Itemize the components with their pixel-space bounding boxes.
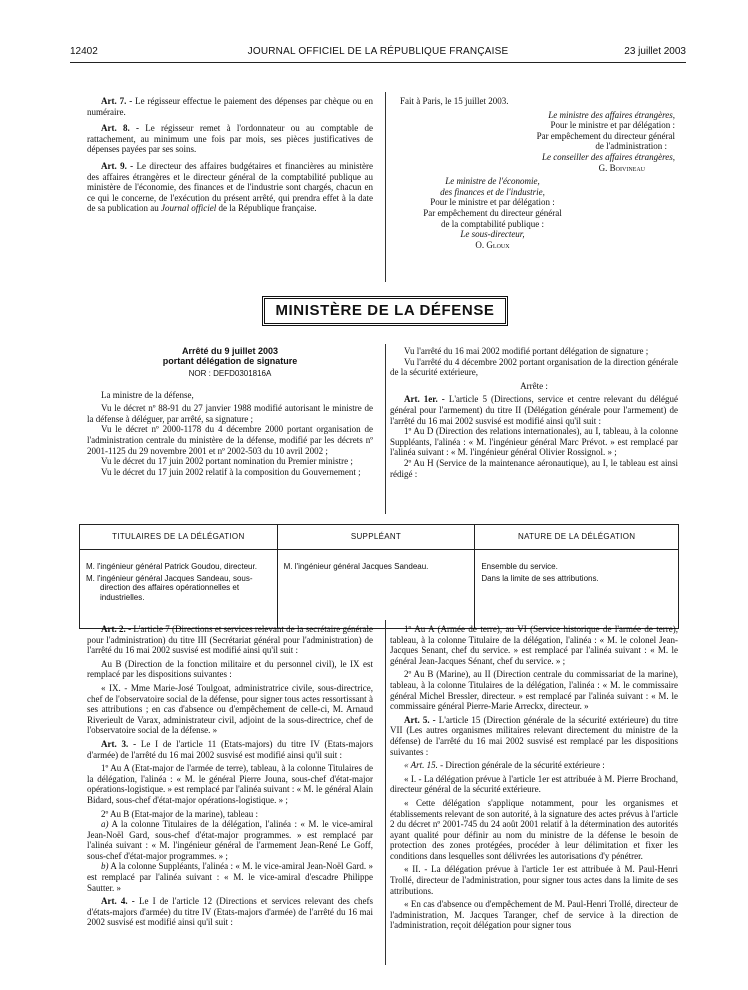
table-header-row [80, 525, 679, 550]
publication-date: 23 juillet 2003 [624, 46, 686, 57]
column-header: TITULAIRES DE LA DÉLÉGATION [80, 525, 278, 550]
signatory-2-line: Pour le ministre et par délégation : [430, 197, 555, 208]
column-divider-top [385, 92, 386, 282]
signatory-2-title: Le sous-directeur, [460, 229, 525, 240]
decree-right-column [390, 346, 678, 482]
article-8: Art. 8. - Le régisseur remet à l'ordonnateur ou au comptable de rattachement, au minimum une fois par mois, ses pièces justificatives de dépenses payées par ses soins. [87, 123, 373, 155]
paragraph: 1º Au A (Armée de terre), au VI (Service historique de l'armée de terre), tableau, à la colonne Titulaire de la délégation, l'alinéa : « M. le colonel Jean-Jacques Senant, chef du service. » est remplacé par l'alinéa suivant : « M. le général Jean-Jacques Sénant, chef du service. » ; [390, 624, 678, 666]
signatory-1-title: Le conseiller des affaires étrangères, [541, 151, 675, 162]
visa: Vu l'arrêté du 4 décembre 2002 portant organisation de la direction générale de la sécurité extérieure, [390, 356, 678, 378]
visa: Vu le décret nº 88-91 du 27 janvier 1988 modifié autorisant le ministre de la défense à déléguer, par arrêté, sa signature ; [87, 403, 373, 424]
decree-title: Arrêté du 9 juillet 2003 [181, 346, 279, 356]
paragraph: 2º Au B (Etat-major de la marine), tableau : [101, 808, 258, 819]
bottom-right-column [390, 624, 678, 934]
table-cell [277, 550, 475, 629]
visa: Vu l'arrêté du 16 mai 2002 modifié portant délégation de signature ; [404, 346, 649, 356]
signature-block [400, 96, 675, 250]
paragraph: 2º Au B (Marine), au II (Direction centrale du commissariat de la marine), tableau, à la colonne Titulaires de la délégation, l'alinéa : « M. le commissaire général Michel Bressler, directeur. » est remplacé par l'alinéa suivant : « M. le commissaire général Pierre-Marie Arreckx, directeur. » [390, 669, 678, 712]
signatory-2-line: Par empêchement du directeur général [423, 207, 562, 218]
table-row [80, 550, 679, 629]
paragraph: « II. - La délégation prévue à l'article 1er est attribuée à M. Paul-Henri Trollé, directeur de l'administration, pour signer tous actes dans la limite de ses attributions. [390, 864, 678, 896]
article-4: Art. 4. - Le I de l'article 12 (Directions et services relevant des chefs d'états-majors d'armée) du titre IV (Etats-majors d'armée) de l'arrêté du 16 mai 2002 susvisé est modifié ainsi qu'il suit : [87, 896, 373, 928]
signatory-1-line: de l'administration : [595, 141, 667, 152]
done-at: Fait à Paris, le 15 juillet 2003. [400, 96, 509, 106]
journal-title: JOURNAL OFFICIEL DE LA RÉPUBLIQUE FRANÇAISE [247, 46, 509, 57]
visa: Vu le décret nº 2000-1178 du 4 décembre 2000 portant organisation de l'administration centrale du ministère de la défense, modifié par les décrets nº 2001-1125 du 29 novembre 2001 et nº 2002-503 du 10 avril 2002 ; [87, 424, 373, 456]
column-divider-bottom [385, 620, 386, 965]
nature-entry: Dans la limite de ses attributions. [481, 573, 599, 583]
page-number: 12402 [70, 46, 98, 57]
titular-entry: M. l'ingénieur général Jacques Sandeau, sous-direction des affaires opérationnelles et industrielles. [86, 573, 253, 602]
decree-subtitle: portant délégation de signature [162, 356, 298, 366]
signatory-1-line: Par empêchement du directeur général [536, 130, 675, 141]
article-2: Art. 2. - L'article 7 (Directions et services relevant de la secrétaire générale pour l'administration) du titre III (Secrétariat général pour l'administration) de l'arrêté du 16 mai 2002 susvisé est modifié ainsi qu'il suit : [87, 624, 373, 656]
article-3: Art. 3. - Le I de l'article 11 (Etats-majors) du titre IV (Etats-majors d'armée) de l'arrêté du 16 mai 2002 susvisé est modifié ainsi qu'il suit : [87, 738, 373, 760]
paragraph: « Cette délégation s'applique notamment, pour les organismes et établissements relevant de son autorité, à la signature des actes prévus à l'article 2 du décret nº 2001-745 du 24 août 2001 relatif à la détermination des autorités ayant qualité pour définir au nom du ministre de la défense le besoin de protection des zones protégées, procéder à leur délimitation et fixer les conditions dans lesquelles sont délivrées les autorisations d'y pénétrer. [390, 797, 678, 861]
signatory-1-line: Pour le ministre et par délégation : [550, 120, 675, 131]
bottom-left-column [87, 624, 373, 931]
column-header: SUPPLÉANT [277, 525, 475, 550]
nor-reference: NOR : DEFD0301816A [188, 369, 272, 378]
paragraph: « I. - La délégation prévue à l'article 1er est attribuée à M. Pierre Brochand, directeur général de la sécurité extérieure. [390, 773, 678, 795]
visa: Vu le décret du 17 juin 2002 relatif à la composition du Gouvernement ; [101, 466, 361, 477]
paragraph: Au B (Direction de la fonction militaire et du personnel civil), le IX est remplacé par les dispositions suivantes : [87, 658, 373, 680]
decree-left-column [87, 346, 373, 477]
table-cell [475, 550, 679, 629]
signatory-2-role: des finances et de l'industrie, [440, 186, 545, 197]
table-cell [80, 550, 278, 629]
signatory-1-role: Le ministre des affaires étrangères, [548, 109, 675, 120]
signatory-1-name: G. Boivineau [598, 162, 645, 173]
paragraph: « En cas d'absence ou d'empêchement de M. Paul-Henri Trollé, directeur de l'administration, M. Jacques Taranger, chef de service à la direction de l'administration, reçoit délégation pour signer tous [390, 899, 678, 931]
column-divider-mid [385, 344, 386, 514]
article-15-heading: « Art. 15. - Direction générale de la sécurité extérieure : [404, 760, 605, 771]
visa: Vu le décret du 17 juin 2002 portant nomination du Premier ministre ; [101, 456, 353, 467]
paragraph: b) A la colonne Suppléants, l'alinéa : « M. le vice-amiral Jean-Noël Gard. » est remplacé par l'alinéa suivant : « M. le vice-amiral d'escadre Philippe Sautter. » [87, 861, 373, 893]
article-1-item-1: 1º Au D (Direction des relations internationales), au I, tableau, à la colonne Suppléants, l'alinéa : « M. l'ingénieur général Marc Prévot. » est remplacé par l'alinéa suivant : « M. l'ingénieur général Olivier Rossignol. » ; [390, 426, 678, 458]
ministry-banner: MINISTÈRE DE LA DÉFENSE [262, 296, 508, 326]
nature-entry: Ensemble du service. [481, 562, 558, 571]
substitute-entry: M. l'ingénieur général Jacques Sandeau. [283, 562, 429, 571]
delegation-table [79, 524, 679, 629]
paragraph: 1º Au A (Etat-major de l'armée de terre), tableau, à la colonne Titulaires de la délégation, l'alinéa : « M. le général Pierre Jouna, sous-chef d'état-major opérations-logistique. » est remplacé par l'alinéa suivant : « M. le général Alain Bidard, sous-chef d'état-major opérations-logistique. » ; [87, 763, 373, 805]
article-9: Art. 9. - Le directeur des affaires budgétaires et financières au ministère des affaires étrangères et le directeur général de la comptabilité publique au ministère de l'économie, des finances et de l'industrie sont chargés, chacun en ce qui le concerne, de l'exécution du présent arrêté, qui prendra effet à la date de sa publication au Journal officiel de la République française. [87, 160, 373, 214]
titular-entry: M. l'ingénieur général Patrick Goudou, directeur. [86, 562, 257, 571]
column-header: NATURE DE LA DÉLÉGATION [475, 525, 679, 550]
paragraph: a) A la colonne Titulaires de la délégation, l'alinéa : « M. le vice-amiral Jean-Noël Gard, sous-chef d'état-major programmes. » est remplacé par l'alinéa suivant : « M. l'ingénieur général de l'armement Jean-René Le Goff, sous-chef d'état-major programmes. » ; [87, 819, 373, 861]
page-header [70, 46, 686, 62]
paragraph: « IX. - Mme Marie-José Toulgoat, administratrice civile, sous-directrice, chef de l'observatoire social de la défense, pour signer tous actes ressortissant à ses attributions ; en cas d'absence ou d'empêchement de celle-ci, M. Arnaud Riverieult de Varax, administrateur civil, adjoint de la sous-directrice, chef de l'observatoire social de la défense. » [87, 682, 373, 736]
header-rule [70, 62, 686, 63]
signatory-2-name: O. Gloux [475, 239, 510, 250]
article-1: Art. 1er. - L'article 5 (Directions, service et centre relevant du délégué général pour l'armement) du titre II (Délégation générale pour l'armement) de l'arrêté du 16 mai 2002 susvisé est modifié ainsi qu'il suit : [390, 394, 679, 426]
arrete-label: Arrête : [520, 380, 548, 391]
article-5: Art. 5. - L'article 15 (Direction générale de la sécurité extérieure) du titre VII (Les autres organismes militaires relevant directement du ministre de la défense) de l'arrêté du 16 mai 2002 susvisé est remplacé par les dispositions suivantes : [390, 714, 678, 757]
top-left-column [87, 96, 373, 217]
signatory-2-role: Le ministre de l'économie, [445, 176, 540, 187]
minister-line: La ministre de la défense, [101, 389, 194, 400]
signatory-2-line: de la comptabilité publique : [441, 218, 544, 229]
article-7: Art. 7. - Le régisseur effectue le paiement des dépenses par chèque ou en numéraire. [87, 96, 373, 117]
article-1-item-2: 2º Au H (Service de la maintenance aéronautique), au I, le tableau est ainsi rédigé : [390, 457, 678, 479]
